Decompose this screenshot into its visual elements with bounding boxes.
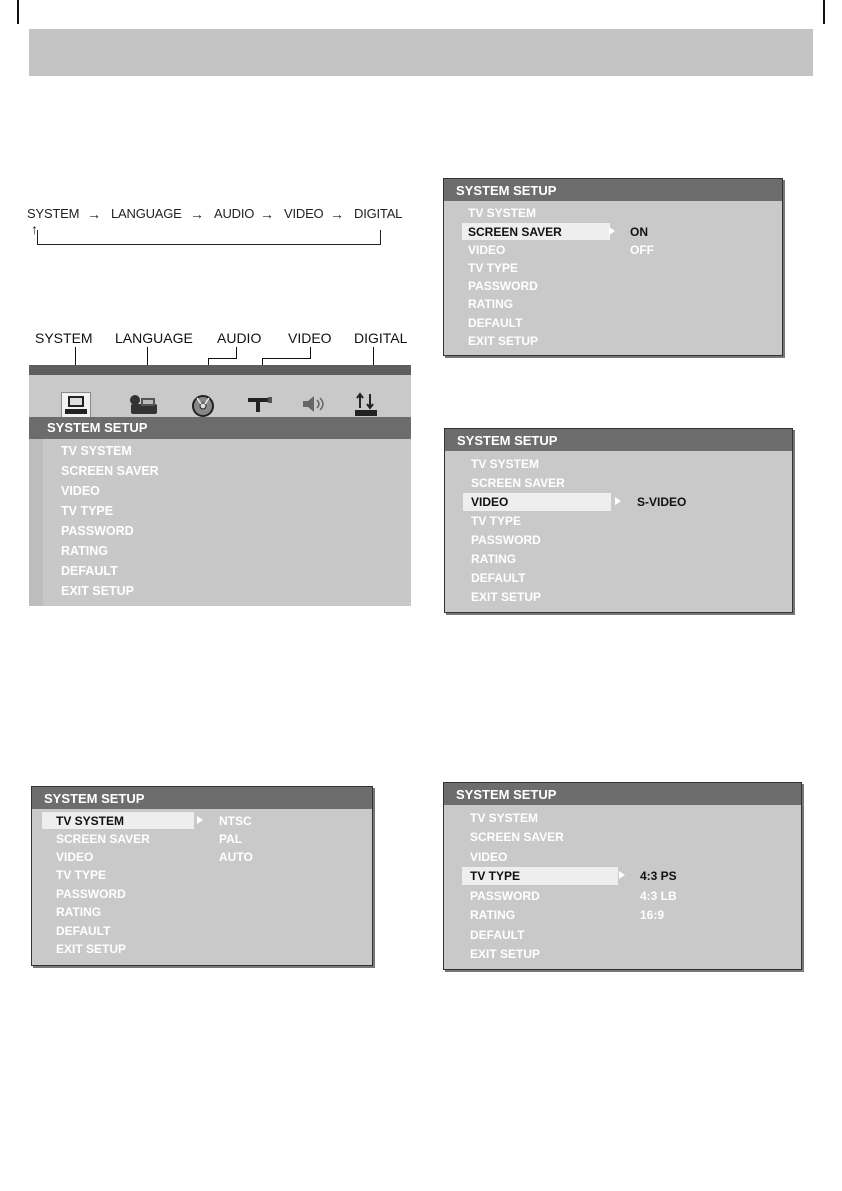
menu-item-rating[interactable]: RATING — [471, 552, 517, 566]
icon-label-language: LANGUAGE — [115, 330, 193, 346]
menu-item-password[interactable]: PASSWORD — [468, 279, 538, 293]
menu-item-password[interactable]: PASSWORD — [56, 887, 126, 901]
icon-label-video: VIDEO — [288, 330, 332, 346]
menu-item-exit-setup[interactable]: EXIT SETUP — [61, 584, 134, 598]
menu-item-screen-saver[interactable]: SCREEN SAVER — [56, 832, 150, 846]
menu-item-tv-system-selected[interactable]: TV SYSTEM — [56, 814, 125, 828]
menu-item-screen-saver-selected[interactable]: SCREEN SAVER — [468, 225, 562, 239]
monitor-icon[interactable] — [61, 392, 91, 418]
menu-item-tv-type[interactable]: TV TYPE — [56, 868, 107, 882]
menu-item-video[interactable]: VIDEO — [470, 850, 508, 864]
menu-item-rating[interactable]: RATING — [56, 905, 102, 919]
panel-title-bar — [445, 429, 792, 451]
menu-item-password[interactable]: PASSWORD — [470, 889, 540, 903]
disc-icon[interactable] — [189, 392, 219, 418]
option-ntsc[interactable]: NTSC — [219, 814, 252, 828]
menu-order-flow — [27, 206, 417, 256]
option-off[interactable]: OFF — [630, 243, 654, 257]
page-edge-mark-right — [823, 0, 825, 24]
panel-screen-saver — [443, 178, 783, 356]
system-setup-menu-main — [29, 365, 411, 606]
menu-item-tv-system[interactable]: TV SYSTEM — [468, 206, 537, 220]
menu-item-exit-setup[interactable]: EXIT SETUP — [470, 947, 541, 961]
menu-item-rating[interactable]: RATING — [470, 908, 516, 922]
pointer-line-video-h — [262, 358, 310, 359]
panel-title: SYSTEM SETUP — [44, 791, 145, 806]
flow-step: LANGUAGE — [111, 206, 182, 221]
panel-title: SYSTEM SETUP — [456, 787, 557, 802]
option-4-3-lb[interactable]: 4:3 LB — [640, 889, 677, 903]
flow-step: VIDEO — [284, 206, 324, 221]
option-4-3-ps[interactable]: 4:3 PS — [640, 869, 677, 883]
menu-item-tv-system[interactable]: TV SYSTEM — [470, 811, 539, 825]
panel-video — [444, 428, 793, 613]
option-s-video[interactable]: S-VIDEO — [637, 495, 687, 509]
setup-icon-bar — [29, 365, 411, 417]
submenu-arrow-icon — [615, 497, 621, 505]
menu-item-rating[interactable]: RATING — [61, 544, 108, 558]
menu-left-strip — [29, 439, 43, 606]
icon-label-audio: AUDIO — [217, 330, 262, 346]
digital-adjust-icon[interactable] — [352, 392, 382, 418]
panel-tv-system — [31, 786, 373, 966]
menu-item-exit-setup[interactable]: EXIT SETUP — [468, 334, 539, 348]
submenu-arrow-icon — [609, 227, 615, 235]
menu-item-video[interactable]: VIDEO — [61, 484, 100, 498]
menu-item-password[interactable]: PASSWORD — [61, 524, 134, 538]
menu-item-tv-system[interactable]: TV SYSTEM — [61, 444, 132, 458]
menu-item-default[interactable]: DEFAULT — [56, 924, 111, 938]
menu-item-tv-type[interactable]: TV TYPE — [468, 261, 519, 275]
menu-item-exit-setup[interactable]: EXIT SETUP — [471, 590, 542, 604]
menu-item-video[interactable]: VIDEO — [468, 243, 506, 257]
panel-title: SYSTEM SETUP — [457, 433, 558, 448]
menu-item-default[interactable]: DEFAULT — [471, 571, 526, 585]
menu-item-exit-setup[interactable]: EXIT SETUP — [56, 942, 127, 956]
flow-step: AUDIO — [214, 206, 255, 221]
panel-title-bar — [444, 783, 801, 805]
menu-item-password[interactable]: PASSWORD — [471, 533, 541, 547]
flow-arrow: → — [330, 206, 344, 222]
pointer-line-audio-h — [208, 358, 236, 359]
menu-item-default[interactable]: DEFAULT — [468, 316, 523, 330]
language-icon[interactable] — [127, 392, 157, 418]
pointer-line-video-up — [310, 347, 311, 359]
speaker-icon[interactable] — [299, 392, 329, 418]
flow-arrow: → — [260, 206, 274, 222]
menu-item-list — [61, 444, 159, 604]
menu-item-tv-system[interactable]: TV SYSTEM — [471, 457, 540, 471]
menu-item-default[interactable]: DEFAULT — [61, 564, 118, 578]
menu-item-rating[interactable]: RATING — [468, 297, 514, 311]
icon-label-digital: DIGITAL — [354, 330, 408, 346]
menu-item-tv-type[interactable]: TV TYPE — [61, 504, 114, 518]
page-edge-mark-left — [17, 0, 19, 24]
flow-return-arrow: ↑ — [31, 221, 38, 237]
flow-arrow: → — [190, 206, 204, 222]
option-16-9[interactable]: 16:9 — [640, 908, 665, 922]
menu-title-bar — [29, 417, 411, 439]
panel-title-bar — [32, 787, 372, 809]
option-on[interactable]: ON — [630, 225, 648, 239]
menu-item-tv-type[interactable]: TV TYPE — [471, 514, 522, 528]
flow-step: SYSTEM — [27, 206, 80, 221]
section-header-band — [29, 29, 813, 76]
flow-arrow: → — [87, 206, 101, 222]
option-pal[interactable]: PAL — [219, 832, 243, 846]
icon-label-system: SYSTEM — [35, 330, 93, 346]
panel-tv-type — [443, 782, 802, 970]
option-auto[interactable]: AUTO — [219, 850, 253, 864]
menu-item-screen-saver[interactable]: SCREEN SAVER — [61, 464, 159, 478]
video-projector-icon[interactable] — [244, 392, 274, 418]
menu-item-video[interactable]: VIDEO — [56, 850, 94, 864]
pointer-line-audio-up — [236, 347, 237, 359]
menu-item-default[interactable]: DEFAULT — [470, 928, 525, 942]
submenu-arrow-icon — [197, 816, 203, 824]
panel-title-bar — [444, 179, 782, 201]
menu-item-video-selected[interactable]: VIDEO — [471, 495, 509, 509]
menu-item-screen-saver[interactable]: SCREEN SAVER — [471, 476, 565, 490]
flow-return-line — [37, 230, 381, 245]
menu-title: SYSTEM SETUP — [47, 420, 148, 435]
panel-title: SYSTEM SETUP — [456, 183, 557, 198]
menu-item-tv-type-selected[interactable]: TV TYPE — [470, 869, 521, 883]
submenu-arrow-icon — [619, 871, 625, 879]
menu-item-screen-saver[interactable]: SCREEN SAVER — [470, 830, 564, 844]
flow-step: DIGITAL — [354, 206, 403, 221]
